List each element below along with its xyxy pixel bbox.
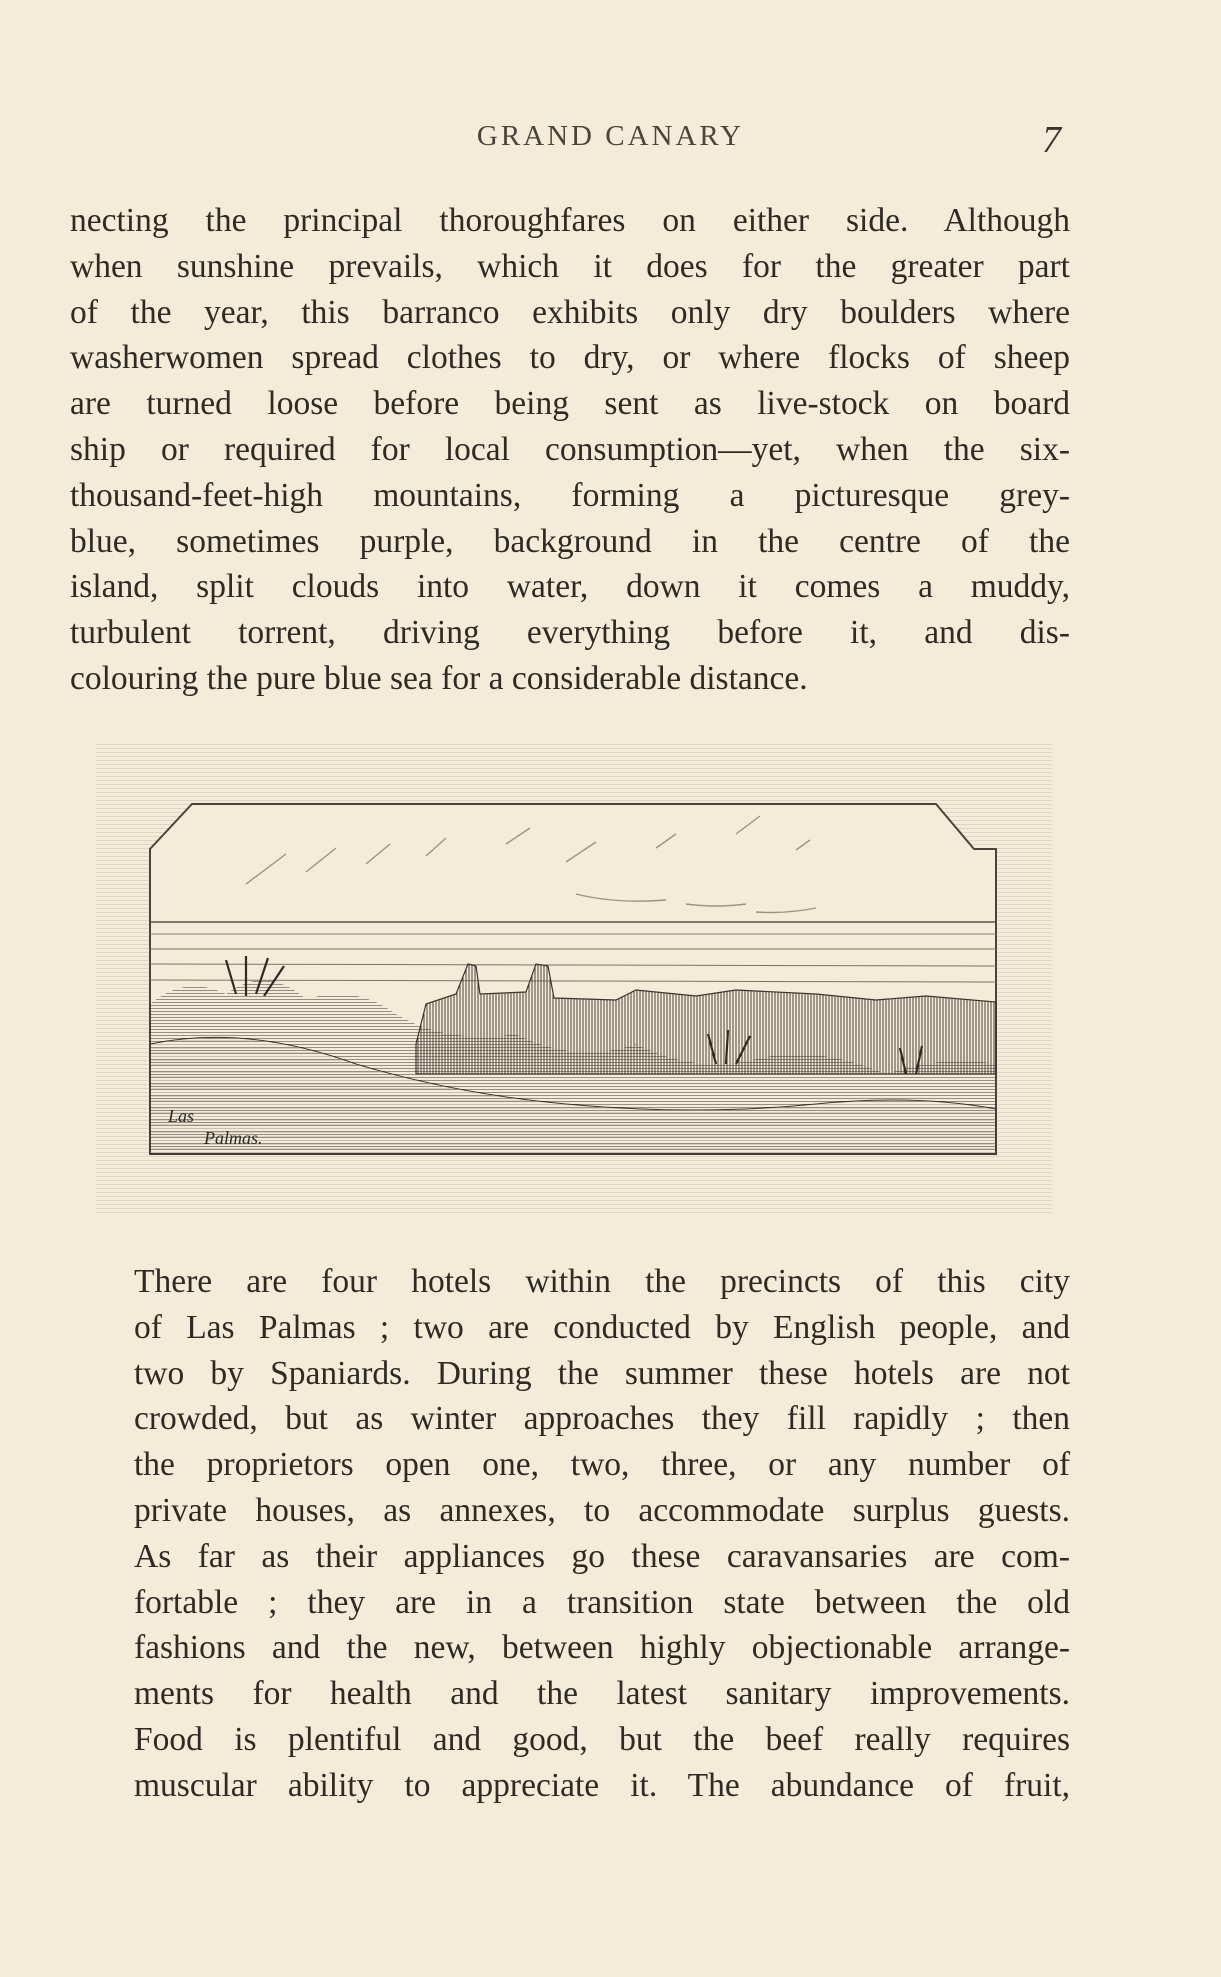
engraving-las-palmas [96, 744, 1052, 1214]
text-line: colouring the pure blue sea for a considerable distance. [70, 659, 808, 697]
text-line: turbulent torrent, driving everything before it, and dis- [70, 614, 1070, 652]
text-line: island, split clouds into water, down it comes a muddy, [70, 568, 1070, 606]
text-line: fashions and the new, between highly objectionable arrange- [134, 1629, 1070, 1667]
text-line: Food is plentiful and good, but the beef really requires [134, 1720, 1070, 1758]
text-line: ments for health and the latest sanitary improvements. [134, 1675, 1070, 1713]
illustration-caption-line1: Las [168, 1106, 195, 1126]
illustration-caption-line2: Palmas. [204, 1128, 263, 1148]
text-line: necting the principal thoroughfares on either side. Although [70, 202, 1070, 239]
text-line: washerwomen spread clothes to dry, or where flocks of sheep [70, 339, 1070, 377]
text-line: fortable ; they are in a transition state between the old [134, 1583, 1070, 1621]
page-number: 7 [1042, 119, 1061, 161]
text-line: private houses, as annexes, to accommodate surplus guests. [134, 1491, 1070, 1529]
text-line: ship or required for local consumption—yet, when the six- [70, 430, 1070, 468]
text-line: blue, sometimes purple, background in the centre of the [70, 522, 1070, 560]
text-line: of the year, this barranco exhibits only dry boulders where [70, 293, 1070, 331]
text-line: There are four hotels within the precincts of this city [134, 1263, 1070, 1300]
text-line: two by Spaniards. During the summer these hotels are not [134, 1354, 1070, 1392]
text-line: when sunshine prevails, which it does for the greater part [70, 247, 1070, 285]
text-line: crowded, but as winter approaches they fill rapidly ; then [134, 1400, 1070, 1438]
text-line: of Las Palmas ; two are conducted by English people, and [134, 1308, 1070, 1346]
text-line: thousand-feet-high mountains, forming a picturesque grey- [70, 476, 1070, 514]
paragraph-2 [70, 1259, 1070, 1809]
running-head: GRAND CANARY [476, 120, 745, 152]
paragraph-1 [70, 198, 1070, 702]
text-line: are turned loose before being sent as live-stock on board [70, 385, 1070, 423]
text-line: As far as their appliances go these caravansaries are com- [134, 1537, 1070, 1575]
text-line: the proprietors open one, two, three, or any number of [134, 1446, 1070, 1484]
text-line: muscular ability to appreciate it. The abundance of fruit, [134, 1766, 1070, 1804]
